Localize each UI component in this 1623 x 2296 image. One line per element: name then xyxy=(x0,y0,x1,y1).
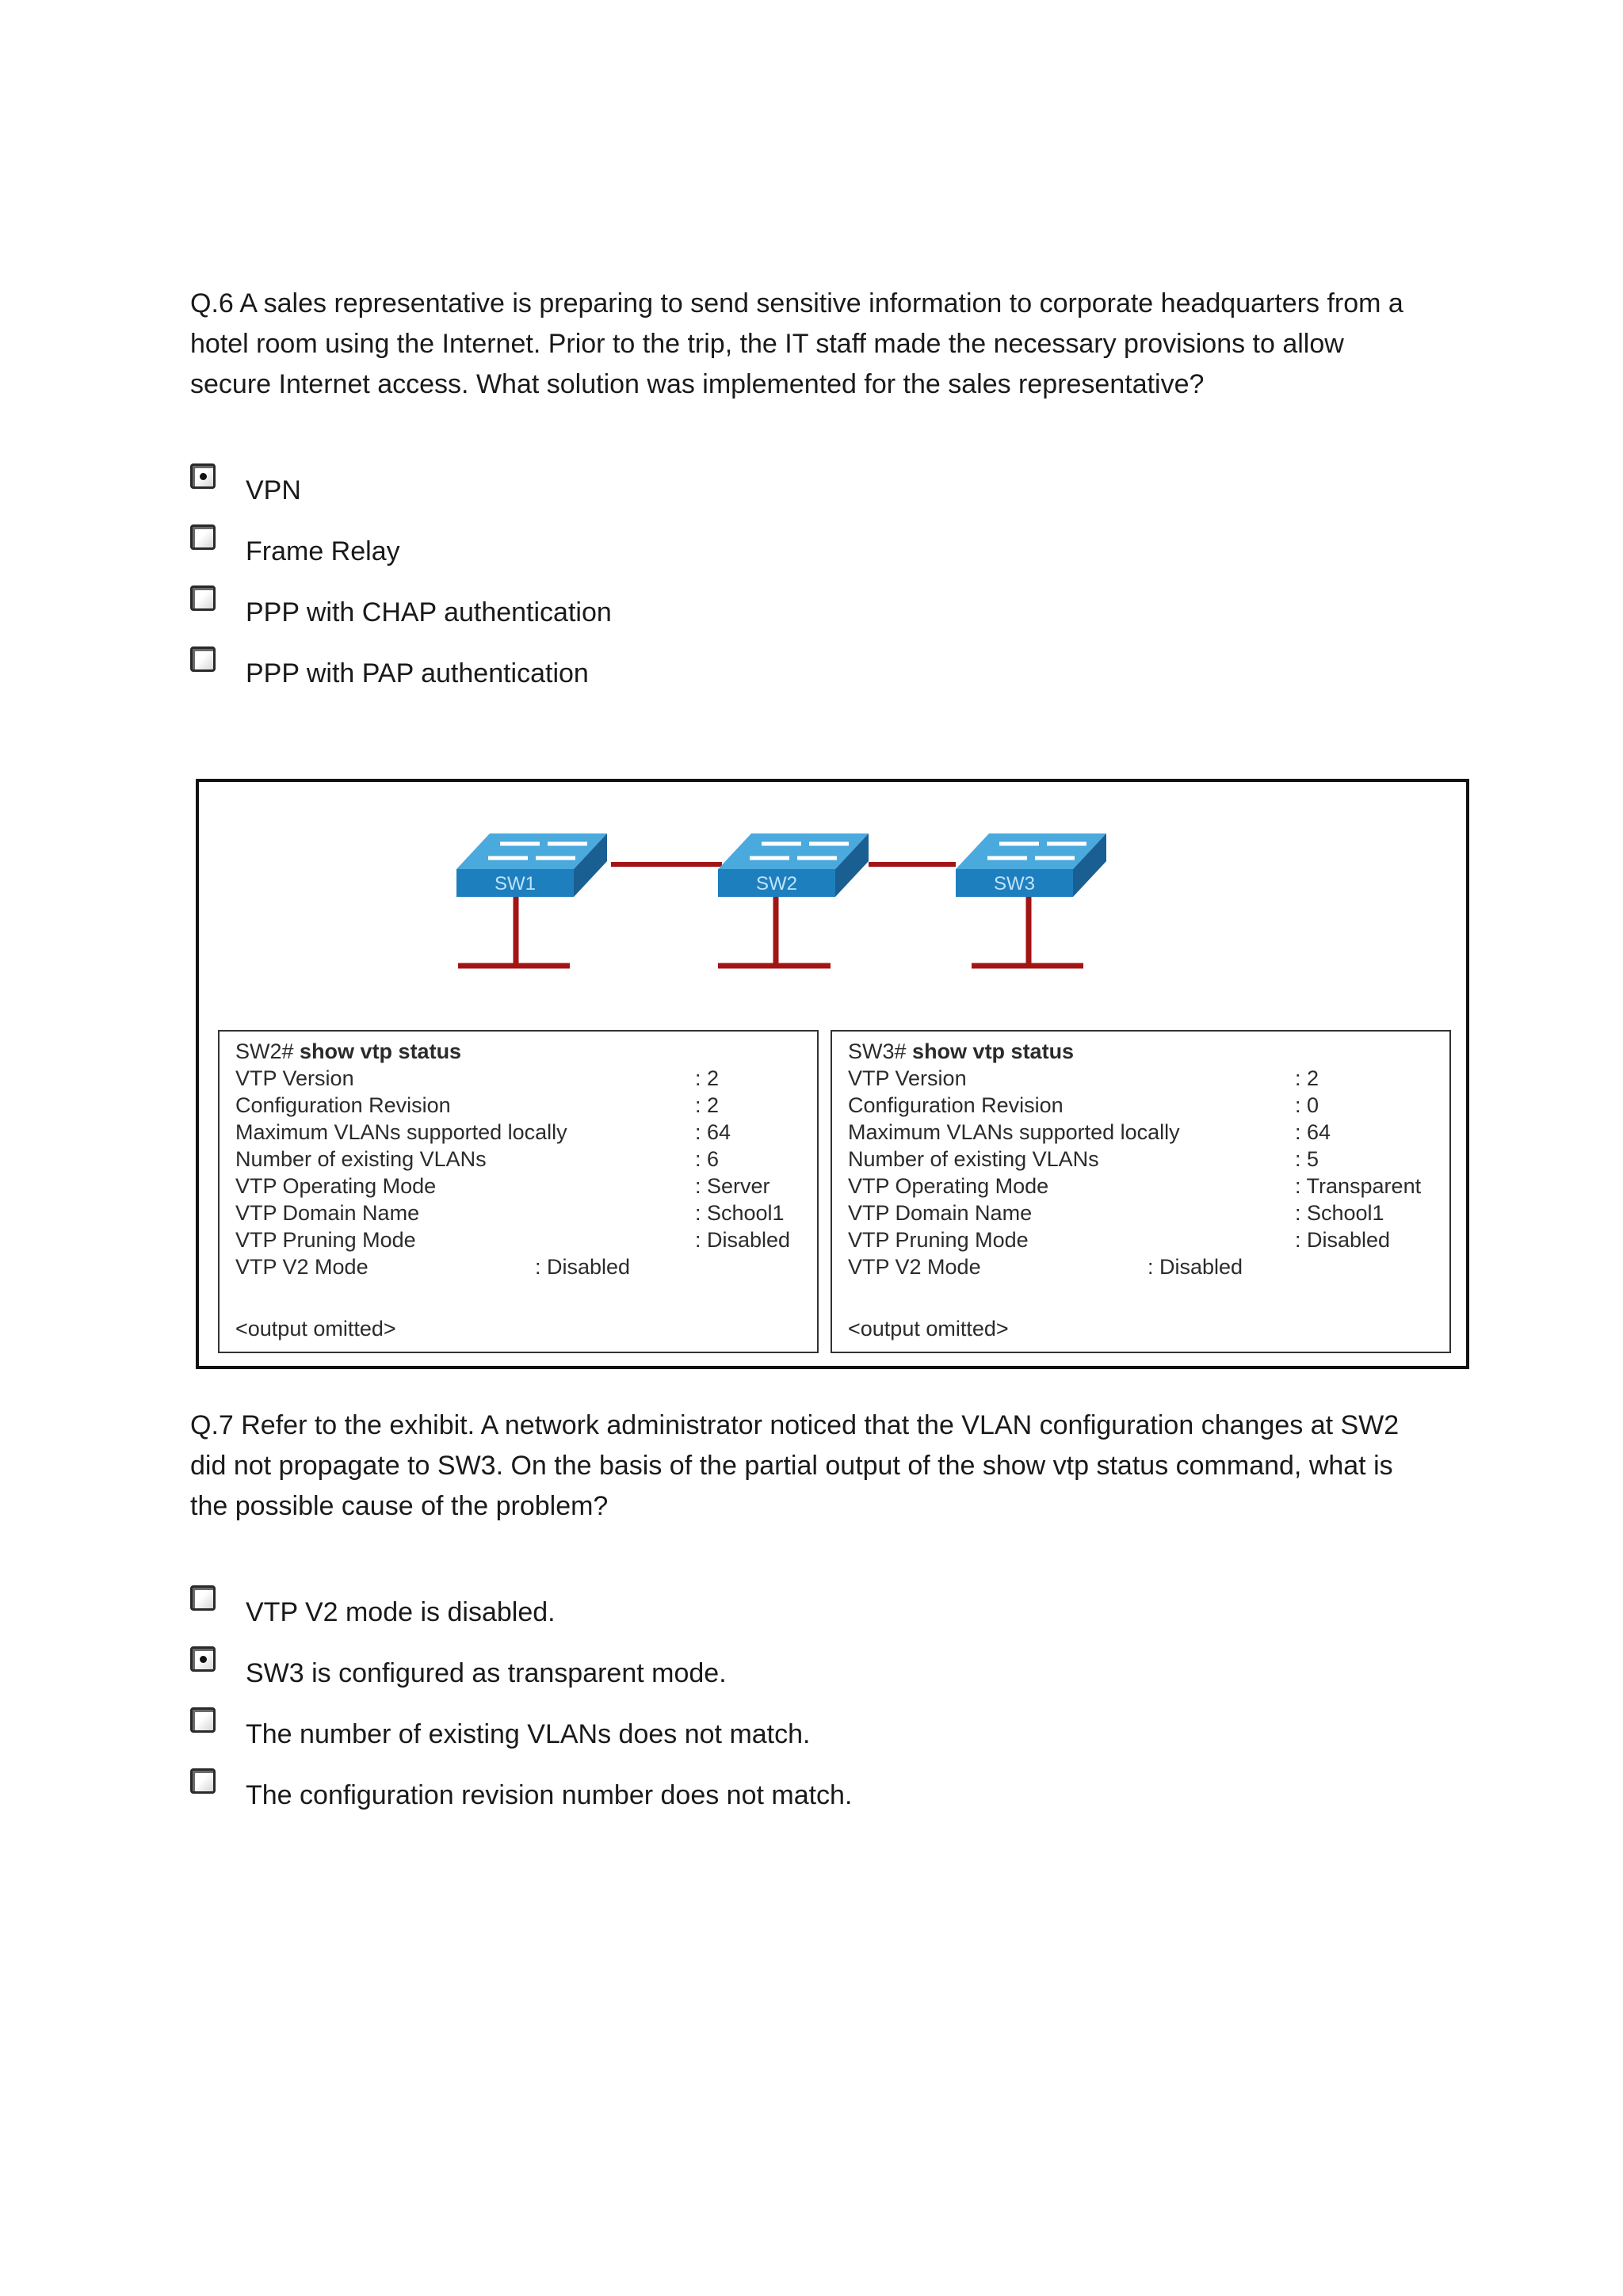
vtp-value: : 2 xyxy=(1295,1066,1319,1090)
radio-button[interactable] xyxy=(190,524,216,550)
option-label: The number of existing VLANs does not match. xyxy=(246,1719,811,1749)
vtp-value: : School1 xyxy=(1295,1201,1384,1225)
option-label: PPP with CHAP authentication xyxy=(246,597,612,627)
vtp-key: Number of existing VLANs xyxy=(848,1147,1099,1171)
vtp-row xyxy=(235,1147,833,1174)
cli-command: show vtp status xyxy=(300,1039,462,1063)
cli-prompt: SW3# xyxy=(848,1039,907,1063)
vtp-value: : 64 xyxy=(695,1120,731,1144)
vtp-row xyxy=(235,1201,833,1228)
vtp-value: : 64 xyxy=(1295,1120,1331,1144)
vtp-key: Configuration Revision xyxy=(235,1093,451,1117)
radio-dot-icon xyxy=(200,473,207,480)
switch-label: SW2 xyxy=(755,873,798,894)
radio-button[interactable] xyxy=(190,1768,216,1794)
vtp-row xyxy=(848,1174,1465,1201)
option-label: VTP V2 mode is disabled. xyxy=(246,1597,556,1627)
q7-option-1[interactable] xyxy=(190,1585,1379,1633)
vtp-key: Configuration Revision xyxy=(848,1093,1064,1117)
vtp-key: VTP Version xyxy=(848,1066,967,1090)
question-6-text: Q.6 A sales representative is preparing to send sensitive information to corporate headquarters from a hotel room using the Internet. Prior to the trip, the IT staff made the necessary provisions to allow secure Internet access. What solution was implemented for the sales representative? xyxy=(190,288,1403,399)
vtp-key: VTP Operating Mode xyxy=(848,1174,1049,1198)
switch-label: SW3 xyxy=(993,873,1036,894)
q7-option-4[interactable] xyxy=(190,1768,1379,1816)
vtp-value: : School1 xyxy=(695,1201,785,1225)
radio-button[interactable] xyxy=(190,585,216,611)
radio-button[interactable] xyxy=(190,646,216,672)
vtp-value: : Disabled xyxy=(535,1255,631,1279)
radio-button-selected[interactable] xyxy=(190,463,216,489)
option-label: SW3 is configured as transparent mode. xyxy=(246,1658,727,1688)
vtp-row xyxy=(848,1228,1465,1255)
vtp-key: Maximum VLANs supported locally xyxy=(235,1120,567,1144)
sw3-vtp-status-panel xyxy=(831,1030,1451,1353)
vtp-value: : 5 xyxy=(1295,1147,1319,1171)
question-7-text: Q.7 Refer to the exhibit. A network administrator noticed that the VLAN configuration changes at SW2 did not propagate to SW3. On the basis of the partial output of the show vtp status command, what is the possible cause of the problem? xyxy=(190,1410,1400,1521)
vtp-row xyxy=(848,1093,1465,1120)
switch-label: SW1 xyxy=(494,873,537,894)
radio-dot-icon xyxy=(200,1656,207,1663)
vtp-key: VTP Domain Name xyxy=(848,1201,1033,1225)
vtp-value: : 6 xyxy=(695,1147,720,1171)
vtp-row xyxy=(235,1120,833,1147)
vtp-row xyxy=(848,1120,1465,1147)
vtp-row xyxy=(848,1066,1465,1093)
vtp-key: VTP Version xyxy=(235,1066,354,1090)
switch-icon-sw3 xyxy=(956,833,1106,897)
lan-segment-sw1 xyxy=(458,897,570,966)
q7-option-2[interactable] xyxy=(190,1646,1379,1694)
vtp-row xyxy=(848,1255,1465,1282)
vtp-value: : Disabled xyxy=(1148,1255,1243,1279)
vtp-row xyxy=(235,1255,833,1282)
lan-segment-sw3 xyxy=(972,897,1083,966)
q6-option-1[interactable] xyxy=(190,463,1379,511)
q7-option-3[interactable] xyxy=(190,1707,1379,1755)
option-label: The configuration revision number does not match. xyxy=(246,1780,853,1810)
switch-icon-sw2 xyxy=(718,833,869,897)
radio-button[interactable] xyxy=(190,1585,216,1611)
vtp-row xyxy=(235,1066,833,1093)
vtp-value: : Server xyxy=(695,1174,770,1198)
vtp-key: Number of existing VLANs xyxy=(235,1147,487,1171)
exhibit-figure xyxy=(196,779,1469,1369)
vtp-value: : 2 xyxy=(695,1066,720,1090)
vtp-key: VTP Pruning Mode xyxy=(848,1228,1029,1252)
output-omitted-note: <output omitted> xyxy=(235,1317,396,1341)
vtp-row xyxy=(848,1201,1465,1228)
option-label: VPN xyxy=(246,475,301,505)
network-topology xyxy=(199,782,1466,1020)
vtp-value: : Transparent xyxy=(1295,1174,1422,1198)
vtp-value: : Disabled xyxy=(695,1228,791,1252)
output-omitted-note: <output omitted> xyxy=(848,1317,1009,1341)
radio-button[interactable] xyxy=(190,1707,216,1733)
cli-prompt: SW2# xyxy=(235,1039,294,1063)
option-label: Frame Relay xyxy=(246,536,400,566)
lan-segment-sw2 xyxy=(718,897,831,966)
vtp-row xyxy=(235,1228,833,1255)
switch-icon-sw1 xyxy=(456,833,607,897)
cli-command: show vtp status xyxy=(912,1039,1075,1063)
vtp-key: VTP V2 Mode xyxy=(235,1255,369,1279)
sw2-vtp-status-panel xyxy=(218,1030,819,1353)
q6-option-3[interactable] xyxy=(190,585,1379,633)
option-label: PPP with PAP authentication xyxy=(246,658,589,688)
vtp-key: VTP V2 Mode xyxy=(848,1255,981,1279)
vtp-key: VTP Domain Name xyxy=(235,1201,420,1225)
vtp-key: VTP Pruning Mode xyxy=(235,1228,416,1252)
vtp-value: : 2 xyxy=(695,1093,720,1117)
q6-option-2[interactable] xyxy=(190,524,1379,572)
q6-option-4[interactable] xyxy=(190,646,1379,694)
vtp-row xyxy=(848,1147,1465,1174)
vtp-value: : 0 xyxy=(1295,1093,1319,1117)
cli-command-line xyxy=(235,1039,461,1064)
vtp-value: : Disabled xyxy=(1295,1228,1391,1252)
radio-button-selected[interactable] xyxy=(190,1646,216,1672)
cli-command-line xyxy=(848,1039,1074,1064)
vtp-row xyxy=(235,1093,833,1120)
vtp-row xyxy=(235,1174,833,1201)
vtp-key: Maximum VLANs supported locally xyxy=(848,1120,1180,1144)
vtp-key: VTP Operating Mode xyxy=(235,1174,437,1198)
